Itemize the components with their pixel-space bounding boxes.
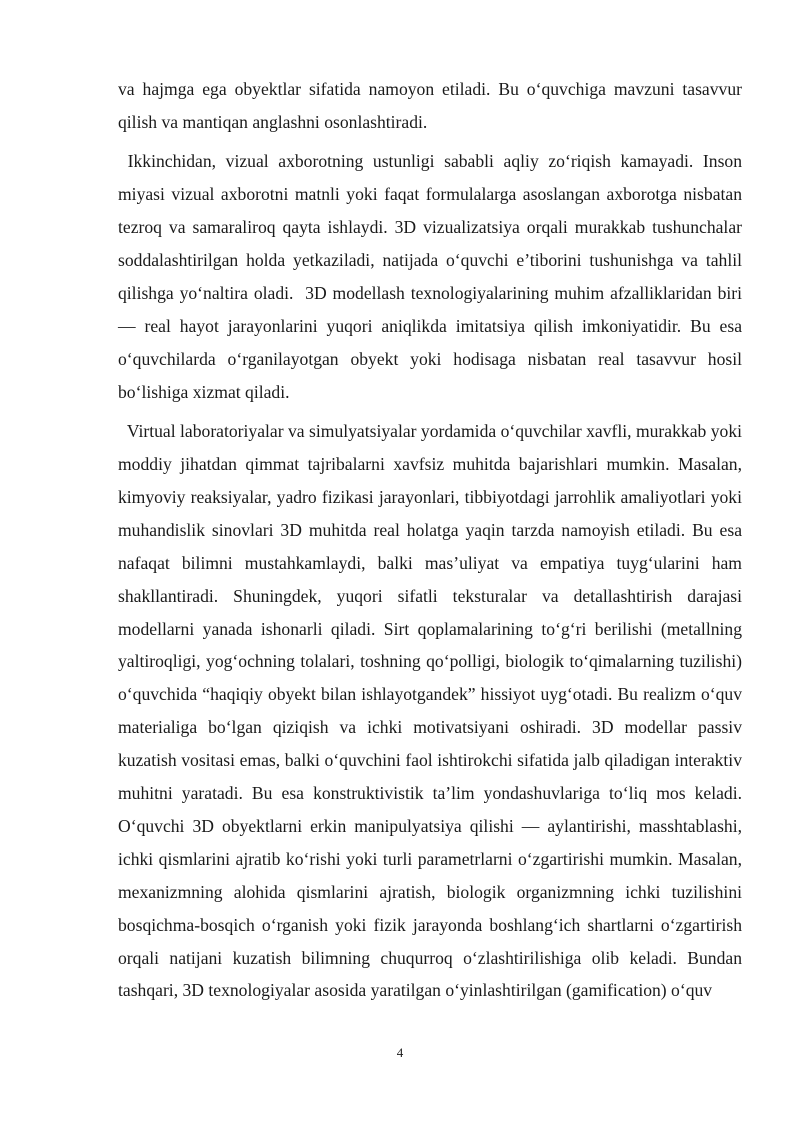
body-text bbox=[118, 73, 747, 1007]
paragraph-1: va hajmga ega obyektlar sifatida namoyon etiladi. Bu o‘quvchiga mavzuni tasavvur qilish va mantiqan anglashni osonlashtiradi. bbox=[118, 79, 742, 132]
paragraph-2: Ikkinchidan, vizual axborotning ustunligi sababli aqliy zo‘riqish kamayadi. Inson miyasi vizual axborotni matnli yoki faqat formulalarga asoslangan axborotga nisbatan tezroq va samaraliroq qayta ishlaydi. 3D vizualizatsiya orqali murakkab tushunchalar soddalashtirilgan holda yetkaziladi, natijada o‘quvchi e’tiborini tushunishga va tahlil qilishga yo‘naltira oladi. 3D modellash texnologiyalarining muhim afzalliklaridan biri — real hayot jarayonlarini yuqori aniqlikda imitatsiya qilish imkoniyatidir. Bu esa o‘quvchilarda o‘rganilayotgan obyekt yoki hodisaga nisbatan real tasavvur hosil bo‘lishiga xizmat qiladi. bbox=[118, 151, 747, 402]
paragraph-3: Virtual laboratoriyalar va simulyatsiyalar yordamida o‘quvchilar xavfli, murakkab yoki moddiy jihatdan qimmat tajribalarni xavfsiz muhitda bajarishlari mumkin. Masalan, kimyoviy reaksiyalar, yadro fizikasi jarayonlari, tibbiyotdagi jarrohlik amaliyotlari yoki muhandislik sinovlari 3D muhitda real holatga yaqin tarzda namoyish etiladi. Bu esa nafaqat bilimni mustahkamlaydi, balki mas’uliyat va empatiya tuyg‘ularini ham shakllantiradi. Shuningdek, yuqori sifatli teksturalar va detallashtirish darajasi modellarni yanada ishonarli qiladi. Sirt qoplamalarining to‘g‘ri berilishi (metallning yaltiroqligi, yog‘ochning tolalari, toshning qo‘polligi, biologik to‘qimalarning tuzilishi) o‘quvchida “haqiqiy obyekt bilan ishlayotgandek” hissiyot uyg‘otadi. Bu realizm o‘quv materialiga bo‘lgan qiziqish va ichki motivatsiyani oshiradi. 3D modellar passiv kuzatish vositasi emas, balki o‘quvchini faol ishtirokchi sifatida jalb qiladigan interaktiv muhitni yaratadi. Bu esa konstruktivistik ta’lim yondashuvlariga to‘liq mos keladi. O‘quvchi 3D obyektlarni erkin manipulyatsiya qilishi — aylantirishi, masshtablashi, ichki qismlarini ajratib ko‘rishi yoki turli parametrlarni o‘zgartirishi mumkin. Masalan, mexanizmning alohida qismlarini ajratish, biologik organizmning ichki tuzilishini bosqichma-bosqich o‘rganish yoki fizik jarayonda boshlang‘ich shartlarni o‘zgartirish orqali natijani kuzatish bilimning chuqurroq o‘zlashtirilishiga olib keladi. Bundan tashqari, 3D texnologiyalar asosida yaratilgan o‘yinlashtirilgan (gamification) o‘quv bbox=[118, 421, 747, 1001]
page-number: 4 bbox=[396, 1045, 404, 1060]
